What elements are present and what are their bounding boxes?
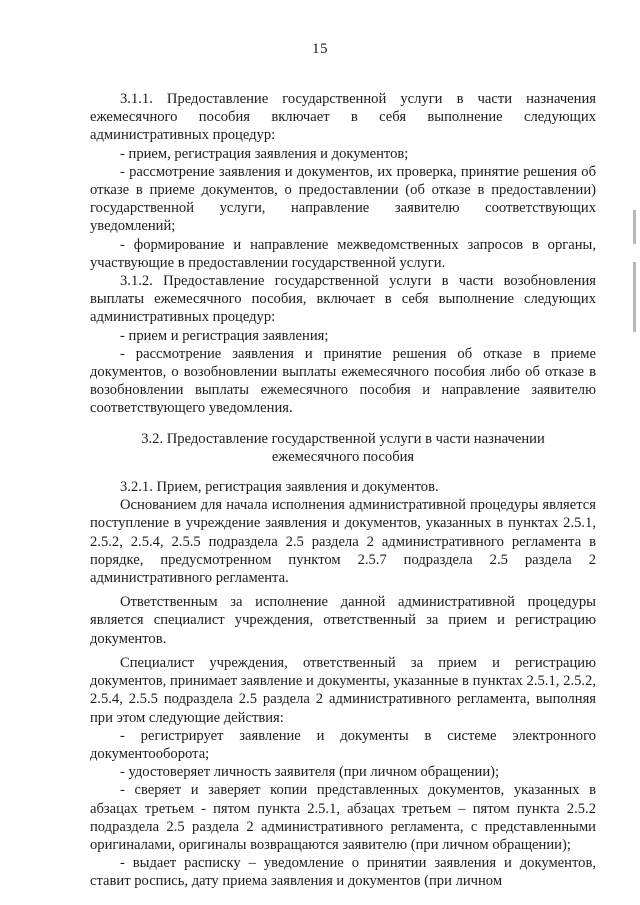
paragraph: Ответственным за исполнение данной административной процедуры является специалист учреждения, ответственный за прием и регистрацию документов. [90, 594, 596, 647]
list-item: - рассмотрение заявления и документов, их проверка, принятие решения об отказе в приеме документов, о предоставлении (об отказе в предоставлении) государственной услуги, направление заявителю соответствующих уведомлений; [90, 163, 596, 235]
list-item: - прием и регистрация заявления; [120, 327, 329, 344]
paragraph: Основанием для начала исполнения административной процедуры является поступление в учреждение заявления и документов, указанных в пунктах 2.5.1, 2.5.2, 2.5.4, 2.5.5 подраздела 2.5 раздела 2 административного регламента в порядке, предусмотренном пунктом 2.5.7 подраздела 2.5 раздела 2 административного регламента. [90, 497, 596, 587]
scan-margin-mark [633, 210, 636, 244]
list-item: - регистрирует заявление и документы в системе электронного документооборота; [90, 727, 596, 762]
paragraph-3-1-2: 3.1.2. Предоставление государственной услуги в части возобновления выплаты ежемесячного пособия, включает в себя выполнение следующих административных процедур: [90, 273, 596, 326]
list-item: - удостоверяет личность заявителя (при личном обращении); [120, 764, 500, 781]
section-heading-3-2: 3.2. Предоставление государственной услуги в части назначении ежемесячного пособия [141, 430, 545, 465]
scan-margin-mark [633, 262, 636, 332]
document-body [90, 90, 596, 891]
paragraph-3-2-1: 3.2.1. Прием, регистрация заявления и документов. [120, 479, 439, 496]
list-item: - рассмотрение заявления и принятие решения об отказе в приеме документов, о возобновлении выплаты ежемесячного пособия либо об отказе в возобновлении выплаты ежемесячного пособия и направление заявителю соответствующего уведомления. [90, 345, 596, 417]
paragraph: Специалист учреждения, ответственный за прием и регистрацию документов, принимает заявление и документы, указанные в пунктах 2.5.1, 2.5.2, 2.5.4, 2.5.5 подраздела 2.5 раздела 2 административного регламента, выполняя при этом следующие действия: [90, 654, 596, 726]
list-item: - сверяет и заверяет копии представленных документов, указанных в абзацах третьем - пятом пункта 2.5.1, абзацах третьем – пятом пункта 2.5.2 подраздела 2.5 раздела 2 административного регламента, с представленными оригиналами, оригиналы возвращаются заявителю (при личном обращении); [90, 782, 596, 853]
list-item: - прием, регистрация заявления и документов; [120, 145, 409, 162]
paragraph-3-1-1: 3.1.1. Предоставление государственной услуги в части назначения ежемесячного пособия включает в себя выполнение следующих административных процедур: [90, 91, 596, 144]
list-item: - формирование и направление межведомственных запросов в органы, участвующие в предоставлении государственной услуги. [90, 236, 596, 271]
list-item: - выдает расписку – уведомление о принятии заявления и документов, ставит роспись, дату приема заявления и документов (при личном [90, 855, 596, 890]
page-number: 15 [312, 41, 328, 57]
